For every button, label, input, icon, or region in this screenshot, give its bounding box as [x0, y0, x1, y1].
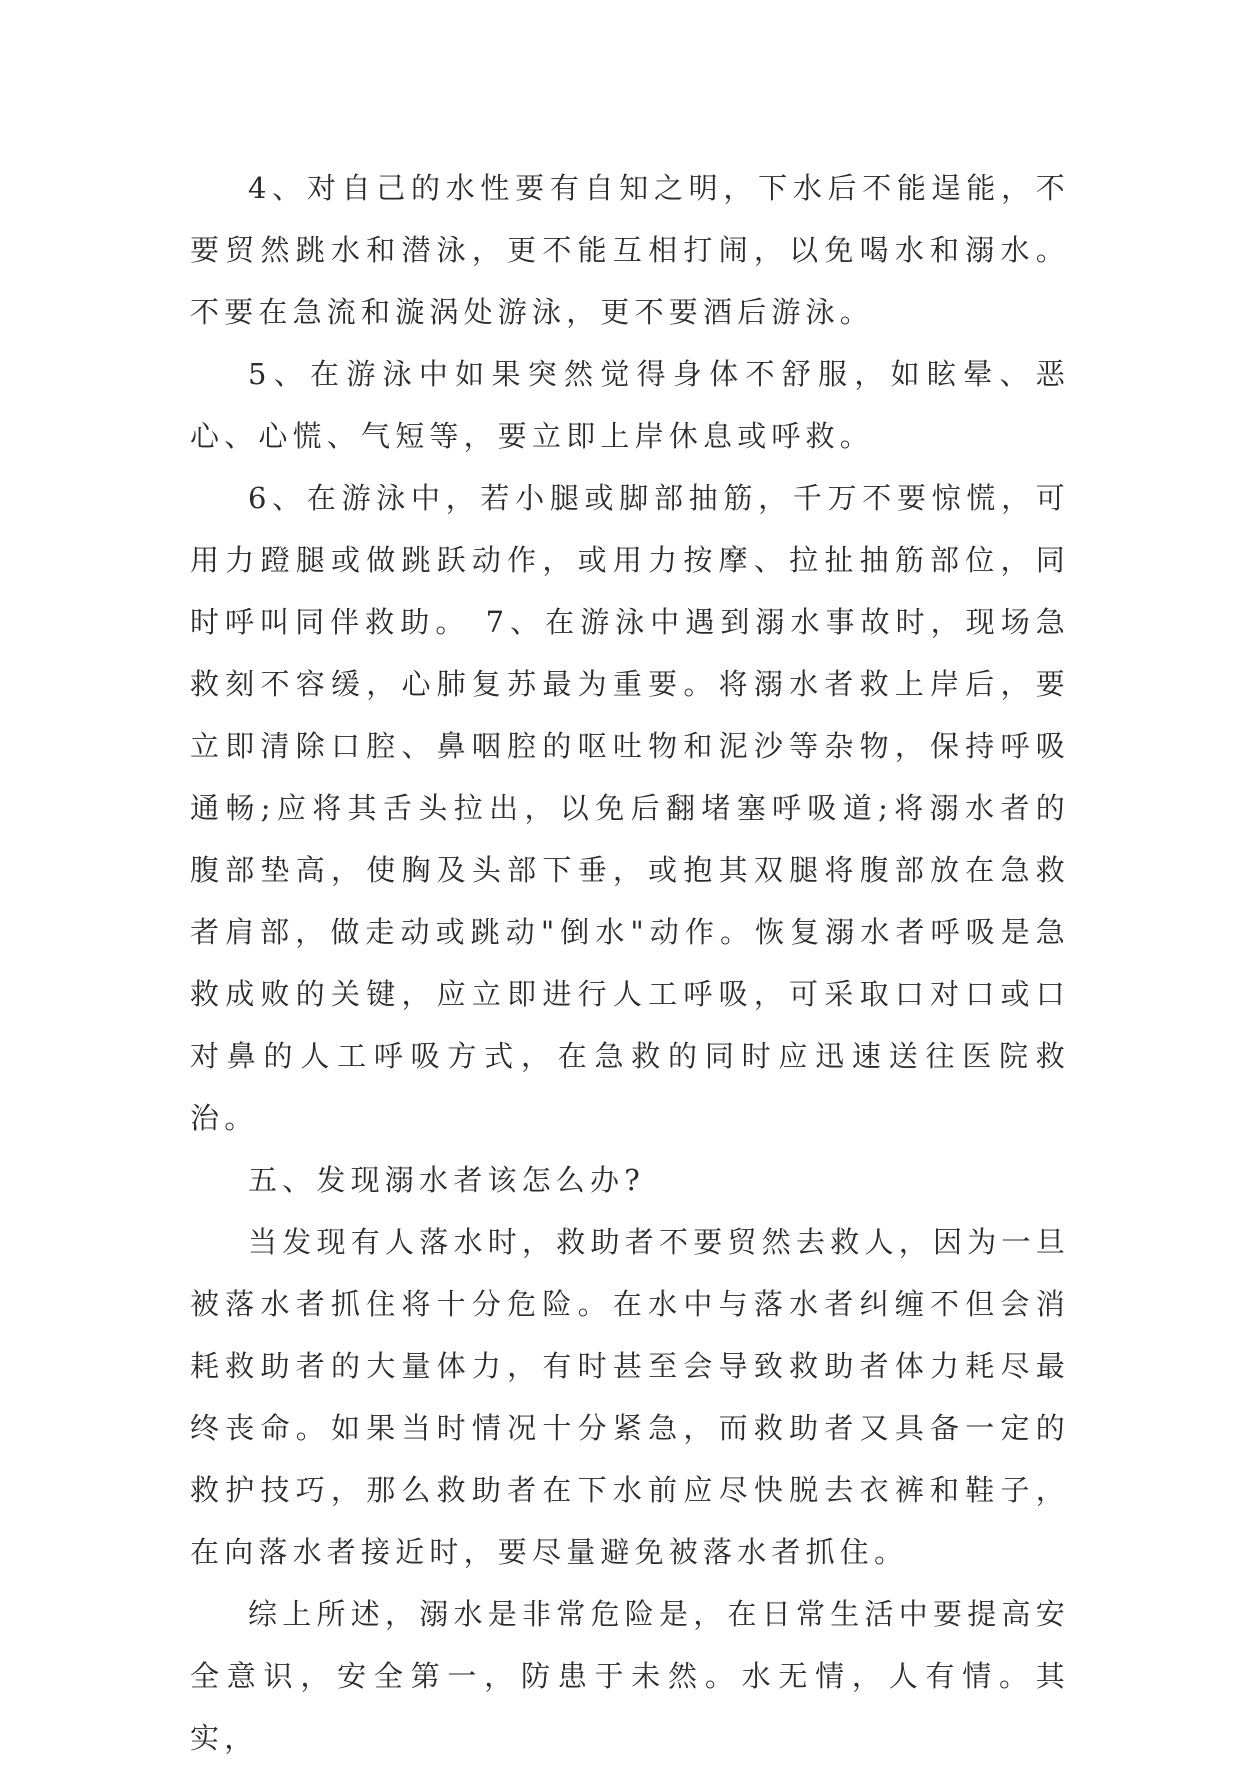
paragraph-conclusion: 综上所述，溺水是非常危险是，在日常生活中要提高安全意识，安全第一，防患于未然。水无情，人有情。其实，: [190, 1597, 1070, 1755]
paragraph-swimming-self-awareness: 4、对自己的水性要有自知之明，下水后不能逞能，不要贸然跳水和潜泳，更不能互相打闹，以免喝水和溺水。不要在急流和漩涡处游泳，更不要酒后游泳。: [190, 171, 1070, 329]
paragraph-feeling-unwell: 5、在游泳中如果突然觉得身体不舒服，如眩晕、恶心、心慌、气短等，要立即上岸休息或呼救。: [190, 357, 1070, 453]
section-heading-finding-drowning-person: 五、发现溺水者该怎么办?: [248, 1163, 645, 1197]
paragraph-cramps-and-first-aid: 6、在游泳中，若小腿或脚部抽筋，千万不要惊慌，可用力蹬腿或做跳跃动作，或用力按摩、拉扯抽筋部位，同时呼叫同伴救助。 7、在游泳中遇到溺水事故时，现场急救刻不容缓，心肺复苏最为重要。将溺水者救上岸后，要立即清除口腔、鼻咽腔的呕吐物和泥沙等杂物，保持呼吸通畅;应将其舌头拉出，以免后翻堵塞呼吸道;将溺水者的腹部垫高，使胸及头部下垂，或抱其双腿将腹部放在急救者肩部，做走动或跳动"倒水"动作。恢复溺水者呼吸是急救成败的关键，应立即进行人工呼吸，可采取口对口或口对鼻的人工呼吸方式，在急救的同时应迅速送往医院救治。: [190, 481, 1070, 1135]
paragraph-rescue-advice: 当发现有人落水时，救助者不要贸然去救人，因为一旦被落水者抓住将十分危险。在水中与落水者纠缠不但会消耗救助者的大量体力，有时甚至会导致救助者体力耗尽最终丧命。如果当时情况十分紧急，而救助者又具备一定的救护技巧，那么救助者在下水前应尽快脱去衣裤和鞋子，在向落水者接近时，要尽量避免被落水者抓住。: [190, 1225, 1070, 1569]
document-body: [190, 157, 1070, 1769]
